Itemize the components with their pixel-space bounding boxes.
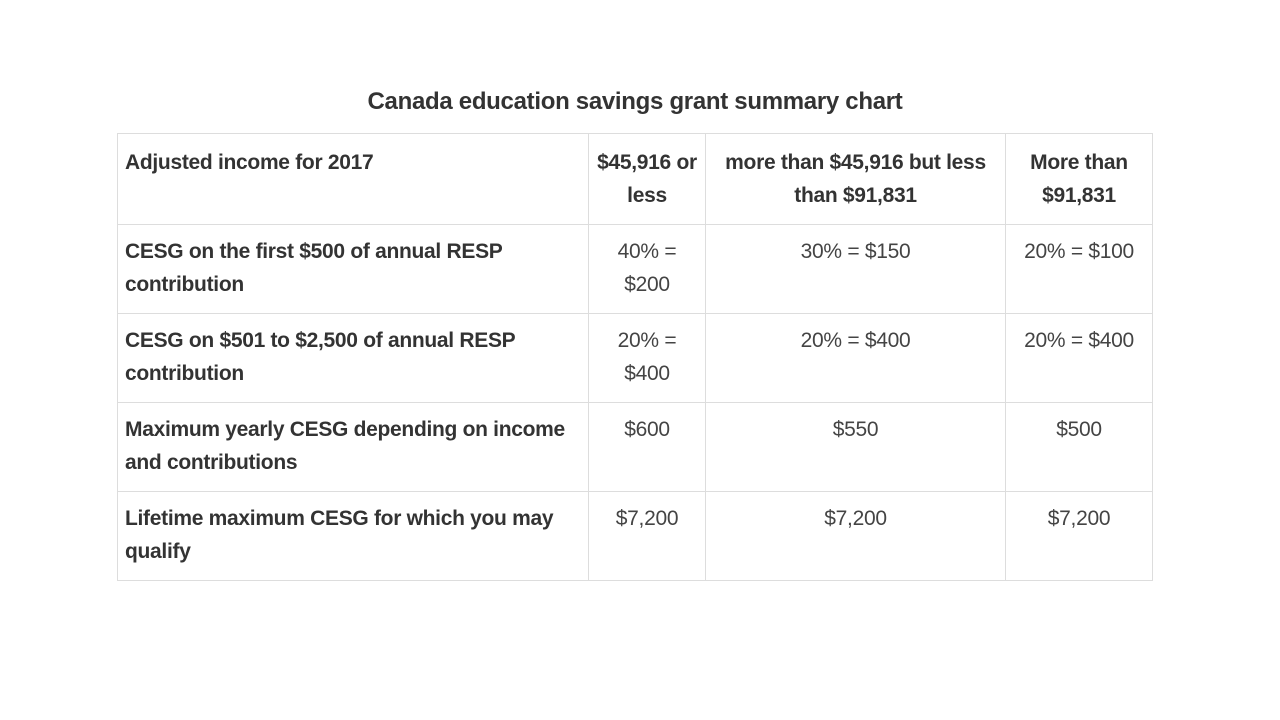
cell-low-income: $600 xyxy=(589,403,706,492)
cesg-summary-table xyxy=(117,133,1153,581)
cesg-summary-table-container xyxy=(117,133,1152,563)
row-label: Lifetime maximum CESG for which you may qualify xyxy=(118,492,589,581)
table-row xyxy=(118,225,1153,314)
cell-low-income: 40% = $200 xyxy=(589,225,706,314)
cell-mid-income: $550 xyxy=(706,403,1006,492)
table-row xyxy=(118,314,1153,403)
row-label: CESG on the first $500 of annual RESP contribution xyxy=(118,225,589,314)
cell-high-income: 20% = $400 xyxy=(1006,314,1153,403)
cell-mid-income: $7,200 xyxy=(706,492,1006,581)
row-label: CESG on $501 to $2,500 of annual RESP contribution xyxy=(118,314,589,403)
table-row xyxy=(118,492,1153,581)
header-mid-income: more than $45,916 but less than $91,831 xyxy=(706,134,1006,225)
cell-low-income: $7,200 xyxy=(589,492,706,581)
cell-high-income: $500 xyxy=(1006,403,1153,492)
cell-mid-income: 30% = $150 xyxy=(706,225,1006,314)
row-label: Maximum yearly CESG depending on income and contributions xyxy=(118,403,589,492)
cell-high-income: $7,200 xyxy=(1006,492,1153,581)
cell-mid-income: 20% = $400 xyxy=(706,314,1006,403)
header-high-income: More than $91,831 xyxy=(1006,134,1153,225)
header-income-label: Adjusted income for 2017 xyxy=(118,134,589,225)
table-row xyxy=(118,403,1153,492)
table-caption: Canada education savings grant summary chart xyxy=(367,88,903,115)
cell-low-income: 20% = $400 xyxy=(589,314,706,403)
cell-high-income: 20% = $100 xyxy=(1006,225,1153,314)
table-header-row xyxy=(118,134,1153,225)
header-low-income: $45,916 or less xyxy=(589,134,706,225)
